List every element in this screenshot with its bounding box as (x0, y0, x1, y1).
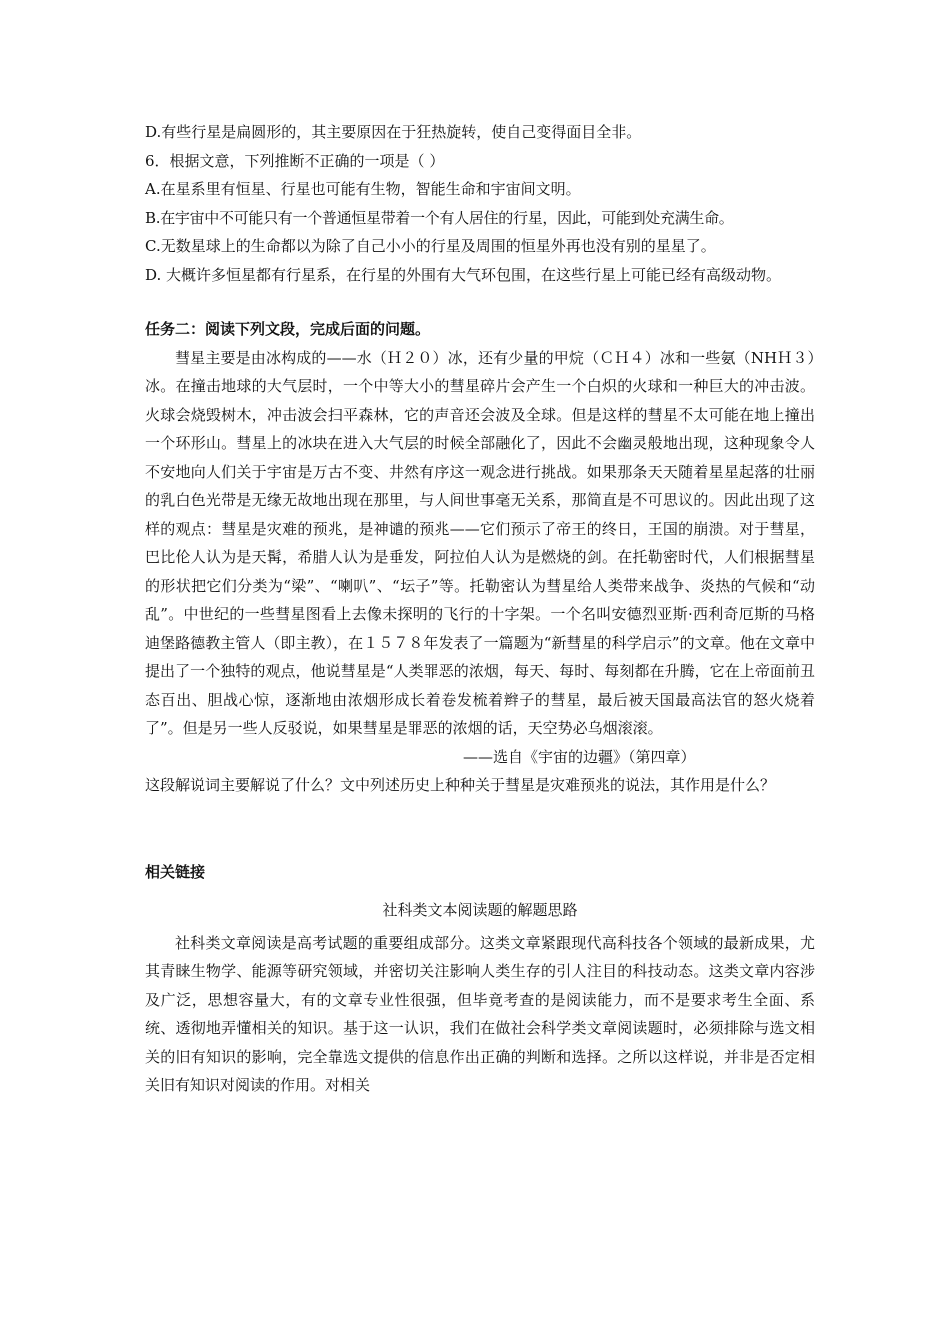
task2-heading: 任务二：阅读下列文段，完成后面的问题。 (145, 320, 431, 338)
q6-option-a: A.在星系里有恒星、行星也可能有生物，智能生命和宇宙间文明。 (145, 180, 581, 198)
document-page (145, 118, 815, 1100)
q6-option-c: C.无数星球上的生命都以为除了自己小小的行星及周围的恒星外再也没有别的星星了。 (145, 237, 716, 255)
q6-option-b: B.在宇宙中不可能只有一个普通恒星带着一个有人居住的行星，因此，可能到处充满生命。 (145, 208, 734, 227)
q6-stem: 6．根据文意，下列推断不正确的一项是（ ） (145, 151, 445, 170)
related-title: 社科类文本阅读题的解题思路 (382, 901, 578, 919)
task2-source: ——选自《宇宙的边疆》（第四章） (463, 747, 696, 766)
task2-question: 这段解说词主要解说了什么？文中列述历史上种种关于彗星是灾难预兆的说法，其作用是什么？ (145, 776, 776, 794)
task2-passage: 彗星主要是由冰构成的——水（Ｈ２０）冰，还有少量的甲烷（ＣＨ４）冰和一些氨（NHＨ３）冰。在撞击地球的大气层时，一个中等大小的彗星碎片会产生一个白炽的火球和一种巨大的冲击波。火球会烧毁树木，冲击波会扫平森林，它的声音还会波及全球。但是这样的彗星不太可能在地上撞出一个环形山。彗星上的冰块在进入大气层的时候全部融化了，因此不会幽灵般地出现，这种现象令人不安地向人们关于宇宙是万古不变、井然有序这一观念进行挑战。如果那条天天随着星星起落的壮丽的乳白色光带是无缘无故地出现在那里，与人间世事毫无关系，那简直是不可思议的。因此出现了这样的观点：彗星是灾难的预兆，是神谴的预兆——它们预示了帝王的终日，王国的崩溃。对于彗星，巴比伦人认为是天髯，希腊人认为是垂发，阿拉伯人认为是燃烧的剑。在托勒密时代，人们根据彗星的形状把它们分类为“梁”、“喇叭”、“坛子”等。托勒密认为彗星给人类带来战争、炎热的气候和“动乱”。中世纪的一些彗星图看上去像未探明的飞行的十字架。一个名叫安德烈亚斯·西利奇厄斯的马格迪堡路德教主管人（即主教），在１５７８年发表了一篇题为“新彗星的科学启示”的文章。他在文章中提出了一个独特的观点，他说彗星是“人类罪恶的浓烟，每天、每时、每刻都在升腾，它在上帝面前丑态百出、胆战心惊，逐渐地由浓烟形成长着卷发梳着辫子的彗星，最后被天国最高法官的怒火烧着了”。但是另一些人反驳说，如果彗星是罪恶的浓烟的话，天空势必乌烟滚滚。 (145, 348, 815, 737)
q6-option-d: D. 大概许多恒星都有行星系，在行星的外围有大气环包围，在这些行星上可能已经有高级动物。 (145, 265, 782, 284)
related-heading: 相关链接 (145, 862, 206, 881)
q5-option-d: D.有些行星是扁圆形的，其主要原因在于狂热旋转，使自己变得面目全非。 (145, 123, 642, 141)
related-passage: 社科类文章阅读是高考试题的重要组成部分。这类文章紧跟现代高科技各个领域的最新成果，尤其青睐生物学、能源等研究领域，并密切关注影响人类生存的引人注目的科技动态。这类文章内容涉及广泛，思想容量大，有的文章专业性很强，但毕竟考查的是阅读能力，而不是要求考生全面、系统、透彻地弄懂相关的知识。基于这一认识，我们在做社会科学类文章阅读题时，必须排除与选文相关的旧有知识的影响，完全靠选文提供的信息作出正确的判断和选择。之所以这样说，并非是否定相关旧有知识对阅读的作用。对相关 (145, 933, 815, 1094)
